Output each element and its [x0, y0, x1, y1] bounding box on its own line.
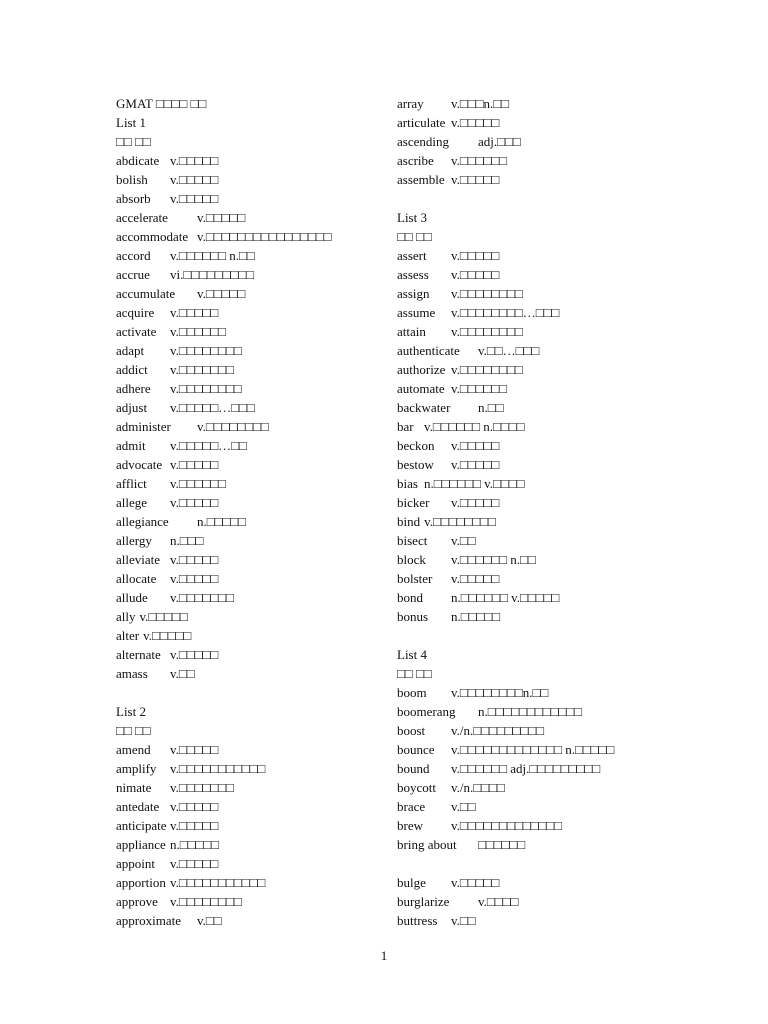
vocab-definition: v.□□□□□: [170, 153, 219, 168]
vocab-word: assign: [397, 286, 430, 301]
vocab-entry: [397, 778, 697, 797]
vocab-definition: v.□□□□□□ n.□□□□: [424, 419, 525, 434]
right-column: [397, 94, 697, 930]
vocab-definition: v.□□□□□: [170, 818, 219, 833]
vocab-word: activate: [116, 324, 157, 339]
vocab-definition: v.□□□□□□□□…□□□: [451, 305, 560, 320]
vocab-definition: v.□□□□□□□□n.□□: [451, 685, 549, 700]
vocab-word: assess: [397, 267, 429, 282]
vocab-word: bulge: [397, 875, 426, 890]
vocab-entry: [116, 398, 376, 417]
section-heading: GMAT □□□□ □□: [116, 96, 207, 111]
section-heading: □□ □□: [116, 723, 151, 738]
vocab-word: anticipate: [116, 818, 167, 833]
vocab-entry: [397, 531, 697, 550]
vocab-definition: adj.□□□: [478, 134, 521, 149]
vocab-definition: n.□□□□□: [451, 609, 501, 624]
vocab-entry: [397, 721, 697, 740]
vocab-word: allocate: [116, 571, 157, 586]
blank-line: [397, 626, 697, 645]
vocab-entry: [397, 284, 697, 303]
vocab-entry: [397, 417, 697, 436]
vocab-word: bound: [397, 761, 430, 776]
vocab-definition: v.□□□□□□: [170, 476, 227, 491]
vocab-word: appoint: [116, 856, 155, 871]
vocab-word: approximate: [116, 913, 181, 928]
vocab-entry: [397, 683, 697, 702]
vocab-word: appliance: [116, 837, 166, 852]
vocab-word: assemble: [397, 172, 445, 187]
vocab-word: automate: [397, 381, 445, 396]
vocab-entry: [116, 759, 376, 778]
section-heading: □□ □□: [116, 134, 151, 149]
vocab-entry: [116, 892, 376, 911]
vocab-definition: v.□□□□□□□□: [451, 286, 523, 301]
vocab-word: brace: [397, 799, 426, 814]
vocab-entry: [397, 474, 697, 493]
vocab-word: administer: [116, 419, 171, 434]
vocab-entry: [116, 645, 376, 664]
vocab-word: alternate: [116, 647, 161, 662]
vocab-entry: [116, 322, 376, 341]
vocab-entry: [397, 341, 697, 360]
vocab-definition: v.□□□□□: [451, 267, 500, 282]
vocab-word: boost: [397, 723, 426, 738]
vocab-word: authenticate: [397, 343, 460, 358]
vocab-word: allegiance: [116, 514, 169, 529]
vocab-definition: n.□□□: [170, 533, 204, 548]
vocab-word: bar: [397, 419, 414, 434]
vocab-word: brew: [397, 818, 423, 833]
vocab-entry: [397, 607, 697, 626]
vocab-entry: [397, 151, 697, 170]
vocab-word: advocate: [116, 457, 163, 472]
vocab-definition: v.□□□□□: [170, 799, 219, 814]
vocab-entry: [397, 588, 697, 607]
vocab-word: addict: [116, 362, 148, 377]
vocab-word: bolish: [116, 172, 148, 187]
vocab-entry: [116, 816, 376, 835]
vocab-entry: [116, 265, 376, 284]
vocab-entry: [116, 607, 376, 626]
vocab-entry: [116, 740, 376, 759]
vocab-word: antedate: [116, 799, 160, 814]
vocab-word: amass: [116, 666, 148, 681]
vocab-definition: v.□□□□□: [197, 210, 246, 225]
vocab-entry: [116, 778, 376, 797]
vocab-definition: v.□□□□□□□: [170, 780, 234, 795]
vocab-word: boom: [397, 685, 427, 700]
blank-line: [397, 189, 697, 208]
vocab-word: beckon: [397, 438, 435, 453]
vocab-word: allege: [116, 495, 148, 510]
vocab-definition: v.□□□□□: [197, 286, 246, 301]
vocab-definition: v.□□□□□□□□: [170, 894, 242, 909]
vocab-definition: n.□□□□□□ v.□□□□□: [451, 590, 560, 605]
vocab-definition: v.□□□□□□□: [170, 590, 234, 605]
vocab-entry: [116, 797, 376, 816]
vocab-entry: [116, 854, 376, 873]
vocab-word: bestow: [397, 457, 434, 472]
vocab-word: acquire: [116, 305, 155, 320]
vocab-definition: v.□□□□□: [170, 856, 219, 871]
vocab-entry: [397, 455, 697, 474]
vocab-definition: v.□□□□□: [170, 742, 219, 757]
vocab-entry: [116, 531, 376, 550]
vocab-word: ascribe: [397, 153, 434, 168]
vocab-definition: v.□□□□□□□□: [170, 381, 242, 396]
vocab-word: abdicate: [116, 153, 160, 168]
vocab-word: bind: [397, 514, 421, 529]
vocab-definition: v.□□: [451, 913, 476, 928]
vocab-definition: v.□□□□□: [451, 457, 500, 472]
section-heading: List 3: [397, 210, 427, 225]
vocab-entry: [397, 322, 697, 341]
vocab-definition: v.□□□□□: [143, 628, 192, 643]
vocab-definition: n.□□□□□□□□□□□□: [478, 704, 582, 719]
vocab-definition: v.□□□□□…□□□: [170, 400, 255, 415]
vocab-definition: v.□□□□□: [451, 438, 500, 453]
vocab-entry: [116, 303, 376, 322]
vocab-definition: v.□□: [197, 913, 222, 928]
vocab-word: bond: [397, 590, 423, 605]
vocab-entry: [116, 664, 376, 683]
vocab-definition: v.□□□□□: [170, 571, 219, 586]
vocab-definition: v.□□□□□: [170, 305, 219, 320]
vocab-entry: [397, 797, 697, 816]
vocab-entry: [397, 569, 697, 588]
vocab-entry: [116, 873, 376, 892]
vocab-word: accumulate: [116, 286, 176, 301]
left-column: [116, 94, 376, 930]
vocab-definition: v.□□□□□□□□□□□: [170, 875, 266, 890]
vocab-word: allude: [116, 590, 148, 605]
vocab-entry: [397, 246, 697, 265]
vocab-definition: v.□□□□□□ n.□□: [170, 248, 255, 263]
vocab-entry: [397, 892, 697, 911]
vocab-definition: v.□□□□□□□: [170, 362, 234, 377]
vocab-word: bias: [397, 476, 418, 491]
vocab-definition: v.□□□□□□: [170, 324, 227, 339]
vocab-definition: v.□□□□: [478, 894, 519, 909]
vocab-word: bonus: [397, 609, 429, 624]
vocab-definition: v./n.□□□□□□□□□: [451, 723, 544, 738]
vocab-entry: [397, 493, 697, 512]
vocab-word: allergy: [116, 533, 152, 548]
vocab-definition: n.□□□□□□ v.□□□□: [424, 476, 525, 491]
vocab-word: accommodate: [116, 229, 189, 244]
vocab-word: ascending: [397, 134, 449, 149]
vocab-definition: v.□□□□□: [451, 875, 500, 890]
vocab-entry: [116, 284, 376, 303]
vocab-definition: v.□□□□□□□□: [170, 343, 242, 358]
vocab-entry: [116, 208, 376, 227]
vocab-entry: [116, 493, 376, 512]
vocab-entry: [397, 265, 697, 284]
vocab-word: approve: [116, 894, 158, 909]
vocab-definition: v.□□□□□: [451, 172, 500, 187]
vocab-entry: [397, 512, 697, 531]
vocab-definition: v.□□…□□□: [478, 343, 540, 358]
vocab-definition: v.□□: [170, 666, 195, 681]
vocab-definition: v.□□□□□: [139, 609, 188, 624]
vocab-definition: v.□□□□□: [451, 571, 500, 586]
vocab-entry: [397, 816, 697, 835]
vocab-word: alter: [116, 628, 140, 643]
vocab-entry: [397, 550, 697, 569]
vocab-word: assume: [397, 305, 436, 320]
vocab-entry: [116, 455, 376, 474]
vocab-definition: v.□□□□□□□□□□□□□ n.□□□□□: [451, 742, 615, 757]
vocab-word: amend: [116, 742, 151, 757]
vocab-word: backwater: [397, 400, 451, 415]
vocab-entry: [397, 835, 697, 854]
vocab-definition: v.□□□□□□□□□□□□□: [451, 818, 562, 833]
vocab-definition: □□□□□□: [478, 837, 526, 852]
vocab-definition: v.□□□□□: [451, 495, 500, 510]
vocab-entry: [397, 740, 697, 759]
vocab-word: apportion: [116, 875, 166, 890]
vocab-entry: [397, 873, 697, 892]
vocab-word: alleviate: [116, 552, 161, 567]
vocab-word: accord: [116, 248, 151, 263]
vocab-word: adapt: [116, 343, 145, 358]
vocab-entry: [116, 911, 376, 930]
vocab-definition: v.□□□□□□□□: [197, 419, 269, 434]
vocab-definition: v.□□□□□: [170, 552, 219, 567]
vocab-word: buttress: [397, 913, 438, 928]
vocab-entry: [116, 569, 376, 588]
vocab-entry: [116, 360, 376, 379]
vocab-word: array: [397, 96, 424, 111]
vocab-word: bicker: [397, 495, 430, 510]
vocab-word: articulate: [397, 115, 446, 130]
vocab-word: bring about: [397, 837, 457, 852]
vocab-entry: [397, 360, 697, 379]
page-number: 1: [380, 948, 388, 963]
section-heading: □□ □□: [397, 229, 432, 244]
vocab-entry: [116, 170, 376, 189]
vocab-entry: [116, 151, 376, 170]
vocab-definition: v.□□□□□: [451, 248, 500, 263]
vocab-definition: v.□□□□□: [451, 115, 500, 130]
vocab-definition: n.□□□□□: [170, 837, 220, 852]
vocab-definition: v.□□□□□: [170, 172, 219, 187]
vocab-word: boycott: [397, 780, 436, 795]
vocab-definition: v.□□□□□□ n.□□: [451, 552, 536, 567]
vocab-definition: v.□□□□□□□□: [424, 514, 496, 529]
vocab-entry: [116, 341, 376, 360]
vocab-entry: [116, 550, 376, 569]
vocab-word: block: [397, 552, 426, 567]
vocab-definition: v.□□□□□□□□: [451, 362, 523, 377]
vocab-entry: [116, 436, 376, 455]
vocab-word: nimate: [116, 780, 152, 795]
vocab-word: attain: [397, 324, 426, 339]
section-heading: List 2: [116, 704, 146, 719]
vocab-definition: v.□□□□□: [170, 191, 219, 206]
blank-line: [397, 854, 697, 873]
vocab-definition: n.□□□□□: [197, 514, 247, 529]
vocab-definition: v.□□□□□□ adj.□□□□□□□□□: [451, 761, 601, 776]
vocab-word: ally: [116, 609, 136, 624]
section-heading: □□ □□: [397, 666, 432, 681]
vocab-entry: [116, 835, 376, 854]
vocab-word: amplify: [116, 761, 157, 776]
vocab-entry: [397, 911, 697, 930]
vocab-entry: [397, 379, 697, 398]
vocab-word: bisect: [397, 533, 428, 548]
vocab-word: admit: [116, 438, 146, 453]
vocab-definition: v.□□□□□: [170, 495, 219, 510]
vocab-definition: v.□□□□□□□□□□□: [170, 761, 266, 776]
section-heading: List 1: [116, 115, 146, 130]
vocab-entry: [116, 379, 376, 398]
vocab-entry: [116, 189, 376, 208]
vocab-entry: [397, 303, 697, 322]
vocab-entry: [116, 246, 376, 265]
vocab-definition: v.□□□□□□□□: [451, 324, 523, 339]
vocab-definition: n.□□: [478, 400, 504, 415]
vocab-entry: [116, 588, 376, 607]
vocab-entry: [116, 417, 376, 436]
vocab-word: adhere: [116, 381, 151, 396]
vocab-word: assert: [397, 248, 427, 263]
vocab-word: adjust: [116, 400, 148, 415]
vocab-word: accrue: [116, 267, 150, 282]
vocab-entry: [116, 626, 376, 645]
vocab-word: burglarize: [397, 894, 450, 909]
vocab-definition: v.□□: [451, 799, 476, 814]
vocab-word: absorb: [116, 191, 151, 206]
section-heading: List 4: [397, 647, 427, 662]
vocab-entry: [116, 227, 376, 246]
vocab-entry: [397, 436, 697, 455]
vocab-word: bolster: [397, 571, 433, 586]
vocab-entry: [116, 474, 376, 493]
vocab-definition: v.□□□□□□: [451, 381, 508, 396]
vocab-definition: v.□□□□□□□□□□□□□□□□: [197, 229, 332, 244]
vocab-entry: [397, 702, 697, 721]
vocab-definition: v.□□□□□: [170, 647, 219, 662]
vocab-definition: v.□□□□□: [170, 457, 219, 472]
vocab-definition: v.□□□□□□: [451, 153, 508, 168]
vocab-entry: [397, 94, 697, 113]
vocab-definition: v./n.□□□□: [451, 780, 505, 795]
vocab-definition: vi.□□□□□□□□□: [170, 267, 255, 282]
vocab-entry: [116, 512, 376, 531]
vocab-word: authorize: [397, 362, 446, 377]
vocab-entry: [397, 170, 697, 189]
vocab-word: afflict: [116, 476, 147, 491]
vocab-entry: [397, 113, 697, 132]
vocab-word: accelerate: [116, 210, 168, 225]
vocab-word: boomerang: [397, 704, 456, 719]
blank-line: [116, 683, 376, 702]
vocab-definition: v.□□□□□…□□: [170, 438, 247, 453]
vocab-entry: [397, 132, 697, 151]
vocab-entry: [397, 398, 697, 417]
vocab-entry: [397, 759, 697, 778]
vocab-word: bounce: [397, 742, 435, 757]
vocab-definition: v.□□□n.□□: [451, 96, 509, 111]
vocab-definition: v.□□: [451, 533, 476, 548]
